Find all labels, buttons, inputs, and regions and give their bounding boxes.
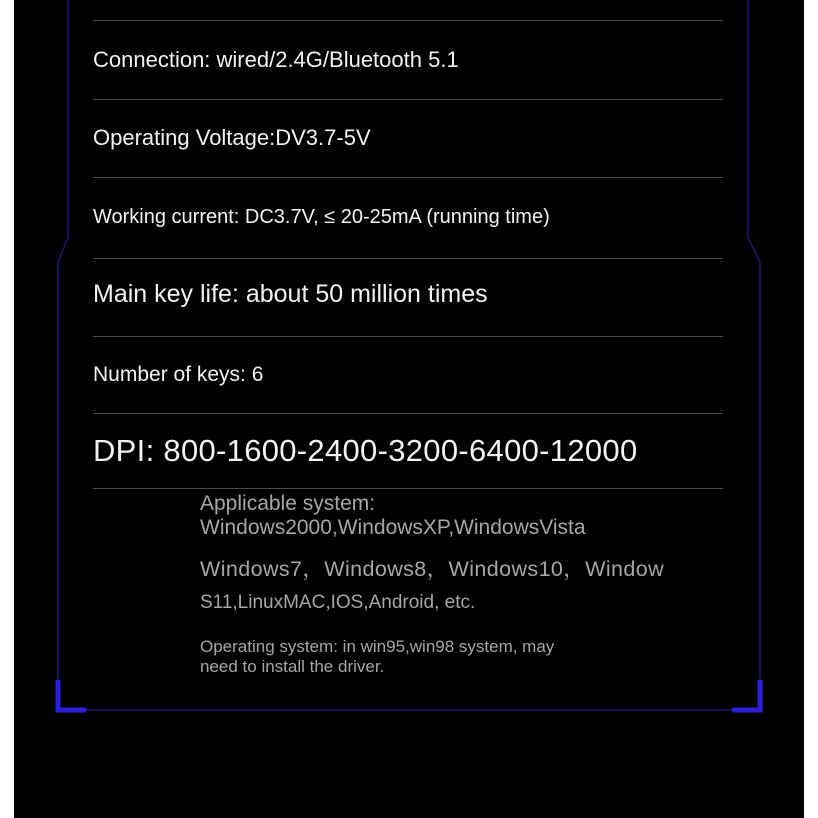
divider [93,258,723,259]
divider [93,336,723,337]
spec-connection: Connection: wired/2.4G/Bluetooth 5.1 [93,47,459,72]
divider [93,20,723,21]
divider [93,488,723,489]
system-line: S11,LinuxMAC,IOS,Android, etc. [200,592,476,613]
os-note: Operating system: in win95,win98 system, may [200,637,555,656]
system-line: Windows2000,WindowsXP,WindowsVista [200,516,586,539]
system-line: Windows7，Windows8，Windows10，Window [200,557,665,581]
divider [93,99,723,100]
spec-dpi: DPI: 800-1600-2400-3200-6400-12000 [93,433,638,468]
divider [93,177,723,178]
divider [93,413,723,414]
spec-key-life: Main key life: about 50 million times [93,280,488,308]
system-heading: Applicable system: [200,492,376,515]
spec-voltage: Operating Voltage:DV3.7-5V [93,125,371,150]
corner-bracket-right [732,680,760,710]
corner-bracket-left [58,680,86,710]
spec-current: Working current: DC3.7V, ≤ 20-25mA (running time) [93,206,550,228]
spec-keys: Number of keys: 6 [93,363,264,386]
os-note: need to install the driver. [200,657,385,676]
